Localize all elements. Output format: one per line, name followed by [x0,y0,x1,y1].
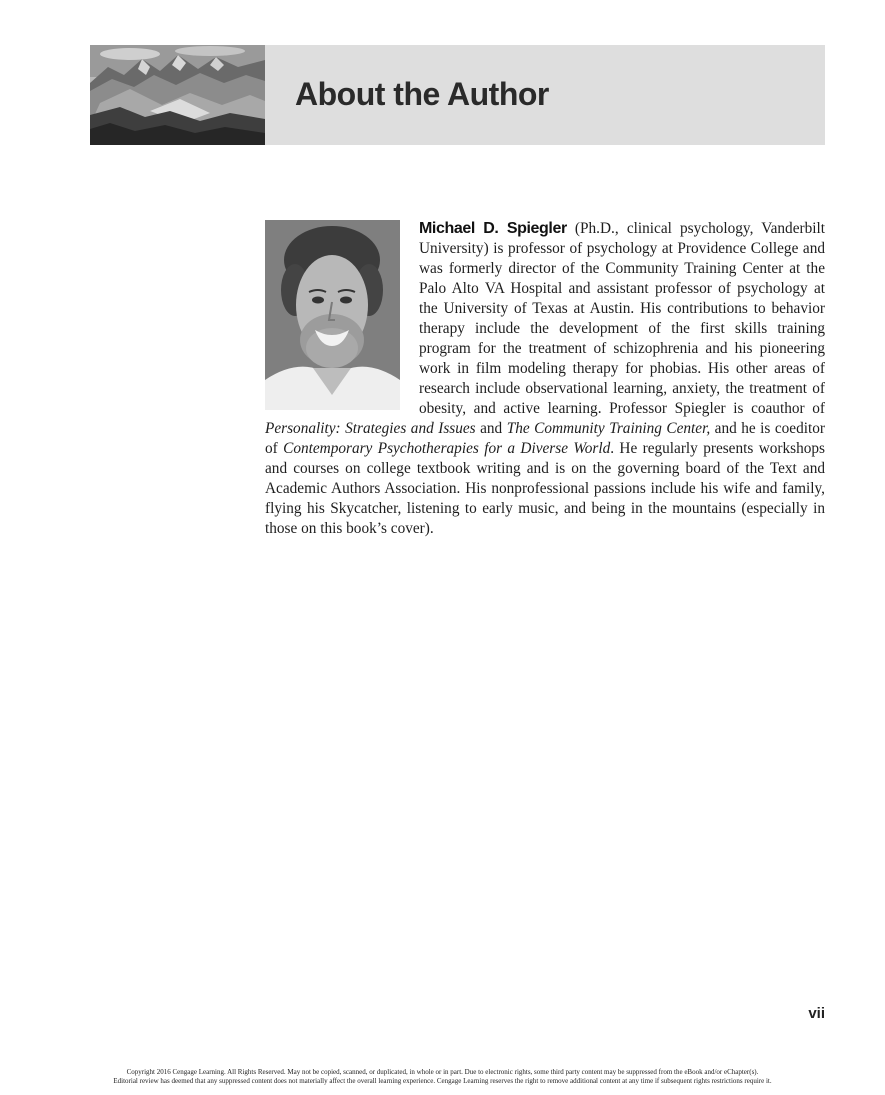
book-title-community-training-center: The Community Training Center, [506,420,711,437]
book-title-contemporary-psychotherapies: Contemporary Psychotherapies for a Diverse World [283,440,611,457]
author-portrait-photo [265,220,400,410]
bio-text: and he is coeditor of [265,420,825,457]
chapter-header [90,45,825,145]
author-name: Michael D. Spiegler [419,220,567,237]
page-number: vii [808,1005,825,1022]
bio-text: and [475,420,507,437]
author-bio [265,219,825,539]
bio-text: (Ph.D., clinical psychology, Vanderbilt University) is professor of psychology at Providence College and was formerly director of the Community Training Center at the Palo Alto VA Hospital and assistant professor of psychology at the University of Texas at Austin. His contributions to behavior therapy include the development of the first skills training program for the treatment of schizophrenia and his pioneering work in film modeling therapy for phobias. His other areas of research include observational learning, anxiety, the treatment of obesity, and active learning. Professor Spiegler is coauthor of [419,220,825,417]
copyright-line: Copyright 2016 Cengage Learning. All Rights Reserved. May not be copied, scanned, or duplicated, in whole or in part. Due to electronic rights, some third party content may be suppressed from the eBook and/or eChapter(s). [126,1068,759,1076]
page-title: About the Author [295,76,549,112]
copyright-notice [20,1068,865,1086]
book-title-personality: Personality: Strategies and Issues [265,420,476,437]
mountain-landscape-photo [90,45,265,145]
copyright-line: Editorial review has deemed that any suppressed content does not materially affect the overall learning experience. Cengage Learning reserves the right to remove additional content at any time if subsequent rights restrictions require it. [113,1077,772,1085]
bio-text: . He regularly presents workshops and courses on college textbook writing and is on the governing board of the Text and Academic Authors Association. His nonprofessional passions include his wife and family, flying his Skycatcher, listening to early music, and being in the mountains (especially in those on this book’s cover). [265,440,825,537]
